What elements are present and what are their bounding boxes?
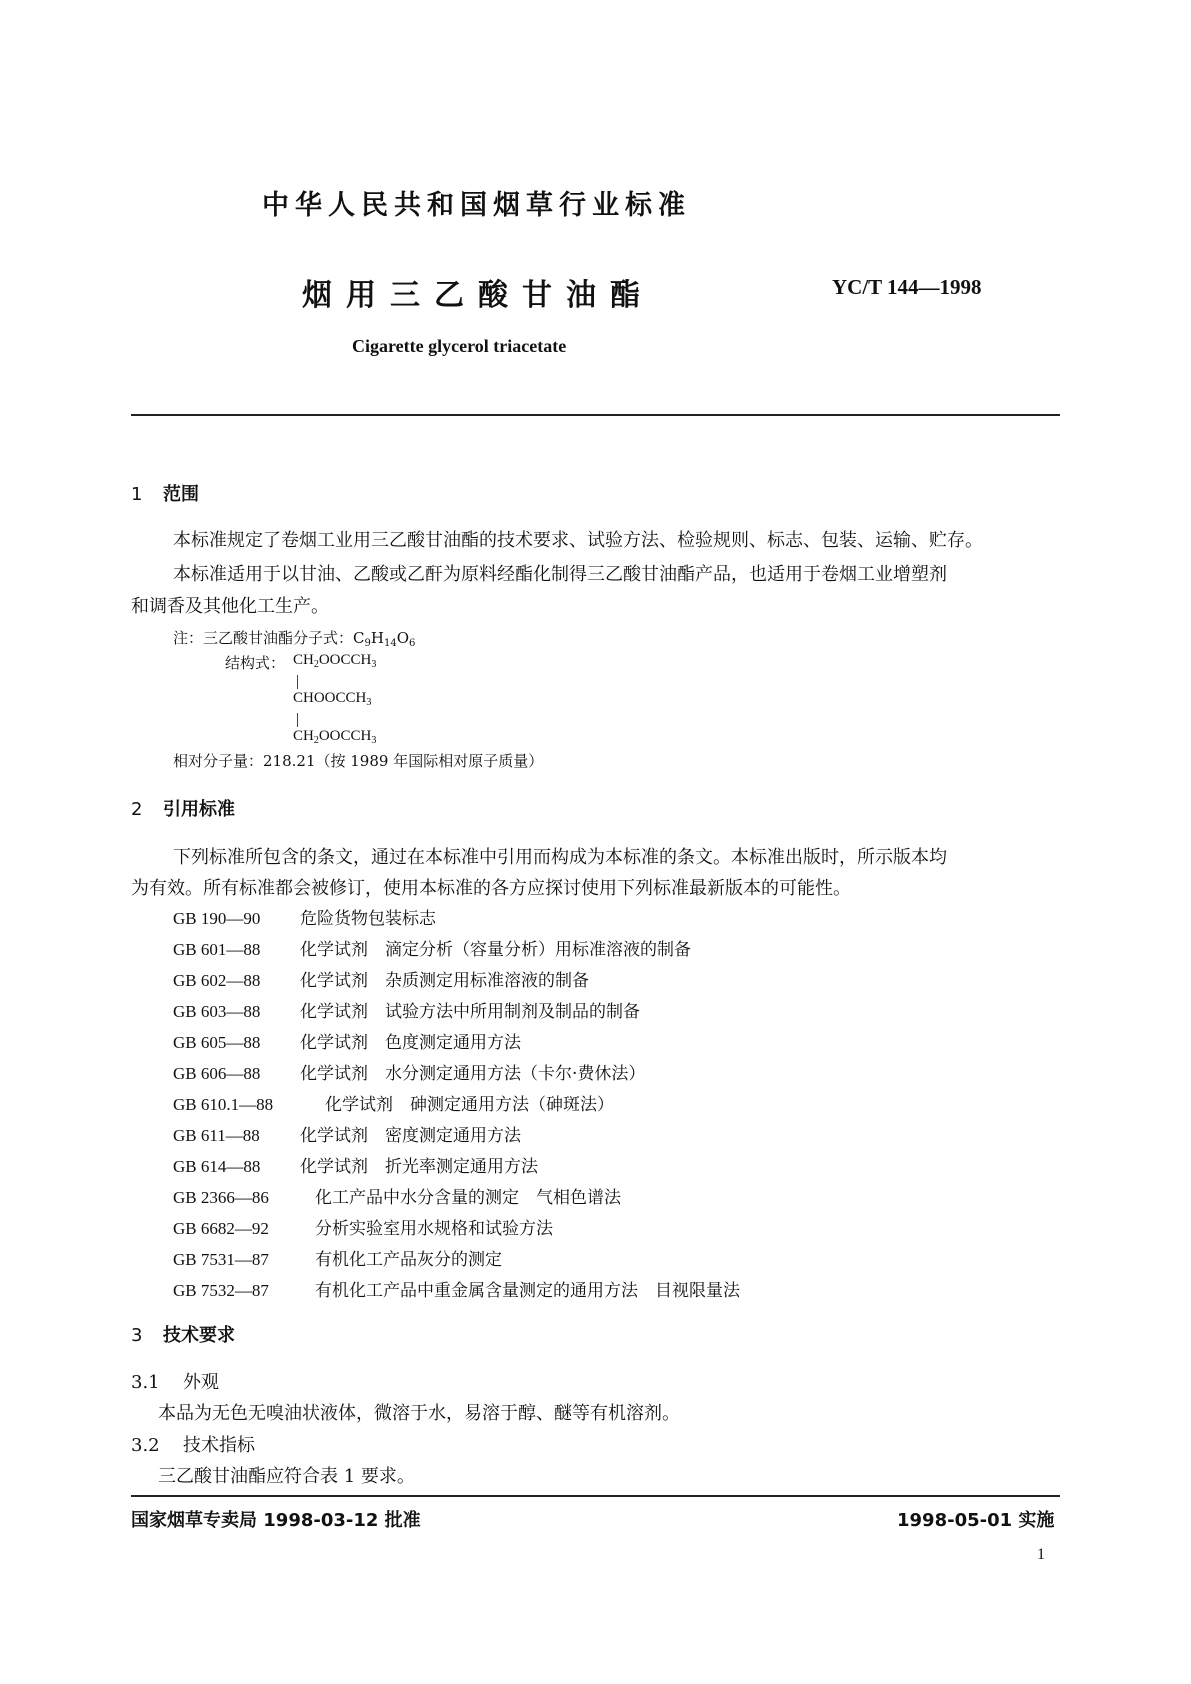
reference-code: GB 602—88 (173, 971, 261, 990)
reference-item (173, 1028, 521, 1053)
reference-title: 有机化工产品灰分的测定 (315, 1250, 502, 1270)
doc-title: 烟用三乙酸甘油酯 (302, 278, 654, 313)
section-3-1-heading (131, 1368, 219, 1394)
molecular-mass-note: 相对分子量：218.21（按 1989 年国际相对原子质量） (173, 752, 544, 770)
section-1-paragraph-2-cont: 和调香及其他化工生产。 (131, 596, 329, 617)
reference-item (173, 966, 589, 991)
approval-line: 国家烟草专卖局 1998-03-12 批准 (131, 1510, 421, 1531)
section-number: 1 (131, 484, 143, 505)
reference-code: GB 7531—87 (173, 1250, 269, 1269)
reference-code: GB 190—90 (173, 909, 261, 928)
reference-title: 有机化工产品中重金属含量测定的通用方法 目视限量法 (315, 1281, 740, 1301)
section-1-heading (131, 480, 199, 506)
section-2-heading (131, 795, 235, 821)
reference-code: GB 7532—87 (173, 1281, 269, 1300)
structure-line-3: $CH_2OOCCH_3$ (293, 728, 377, 746)
reference-title: 化学试剂 杂质测定用标准溶液的制备 (300, 971, 589, 991)
subsection-number: 3.2 (131, 1435, 160, 1456)
reference-item (173, 1059, 645, 1084)
reference-title: 化学试剂 滴定分析（容量分析）用标准溶液的制备 (300, 940, 691, 960)
reference-item (173, 1276, 740, 1301)
org-title: 中华人民共和国烟草行业标准 (262, 190, 691, 221)
section-3-1-text: 本品为无色无嗅油状液体，微溶于水，易溶于醇、醚等有机溶剂。 (158, 1403, 680, 1424)
reference-code: GB 614—88 (173, 1157, 261, 1176)
structure-label: 结构式： (225, 654, 286, 672)
reference-item (173, 1245, 502, 1270)
reference-item (173, 1090, 614, 1115)
reference-code: GB 610.1—88 (173, 1095, 274, 1114)
reference-title: 化学试剂 色度测定通用方法 (300, 1033, 521, 1053)
reference-item (173, 997, 640, 1022)
reference-title: 分析实验室用水规格和试验方法 (315, 1219, 553, 1239)
reference-code: GB 611—88 (173, 1126, 260, 1145)
section-1-paragraph-2: 本标准适用于以甘油、乙酸或乙酐为原料经酯化制得三乙酸甘油酯产品，也适用于卷烟工业增塑剂 (173, 564, 947, 585)
section-number: 3 (131, 1325, 143, 1346)
reference-item (173, 1183, 621, 1208)
section-title: 引用标准 (163, 799, 235, 820)
structure-line-2: $CHOOCCH_3$ (293, 690, 372, 708)
section-3-2-text: 三乙酸甘油酯应符合表 1 要求。 (158, 1466, 415, 1487)
header-divider (131, 414, 1060, 416)
section-1-paragraph-1: 本标准规定了卷烟工业用三乙酸甘油酯的技术要求、试验方法、检验规则、标志、包装、运输、贮存。 (173, 530, 983, 551)
reference-code: GB 603—88 (173, 1002, 261, 1021)
reference-title: 化学试剂 折光率测定通用方法 (300, 1157, 538, 1177)
reference-code: GB 6682—92 (173, 1219, 269, 1238)
section-title: 范围 (163, 484, 199, 505)
reference-title: 化学试剂 试验方法中所用制剂及制品的制备 (300, 1002, 640, 1022)
reference-title: 化工产品中水分含量的测定 气相色谱法 (315, 1188, 621, 1208)
section-number: 2 (131, 799, 143, 820)
standard-number: YC/T 144—1998 (832, 275, 982, 299)
section-3-heading (131, 1321, 235, 1347)
formula-note (173, 627, 415, 649)
subsection-title: 技术指标 (183, 1435, 255, 1456)
section-2-paragraph-1-cont: 为有效。所有标准都会被修订，使用本标准的各方应探讨使用下列标准最新版本的可能性。 (131, 878, 851, 899)
reference-title: 化学试剂 砷测定通用方法（砷斑法） (325, 1095, 614, 1115)
reference-item (173, 935, 691, 960)
reference-item (173, 1121, 521, 1146)
reference-item (173, 904, 436, 929)
structure-bond-2 (297, 713, 298, 727)
reference-item (173, 1214, 553, 1239)
reference-item (173, 1152, 538, 1177)
section-title: 技术要求 (163, 1325, 235, 1346)
reference-title: 化学试剂 水分测定通用方法（卡尔·费休法） (300, 1064, 646, 1084)
subsection-number: 3.1 (131, 1372, 160, 1393)
page-number: 1 (1037, 1546, 1045, 1563)
reference-code: GB 606—88 (173, 1064, 261, 1083)
formula-note-prefix: 注：三乙酸甘油酯分子式： (173, 629, 354, 647)
structure-bond-1 (297, 675, 298, 689)
reference-code: GB 605—88 (173, 1033, 261, 1052)
footer-divider (131, 1495, 1060, 1497)
structure-line-1: $CH_2OOCCH_3$ (293, 652, 377, 670)
reference-code: GB 2366—86 (173, 1188, 269, 1207)
reference-title: 化学试剂 密度测定通用方法 (300, 1126, 521, 1146)
reference-title: 危险货物包装标志 (300, 909, 436, 929)
formula: $C_9H_{14}O_6$ (353, 629, 416, 649)
reference-code: GB 601—88 (173, 940, 261, 959)
subsection-title: 外观 (183, 1372, 219, 1393)
effective-date-line: 1998-05-01 实施 (897, 1510, 1055, 1531)
english-title: Cigarette glycerol triacetate (352, 336, 567, 356)
section-2-paragraph-1: 下列标准所包含的条文，通过在本标准中引用而构成为本标准的条文。本标准出版时，所示版本均 (173, 847, 947, 868)
section-3-2-heading (131, 1431, 255, 1457)
